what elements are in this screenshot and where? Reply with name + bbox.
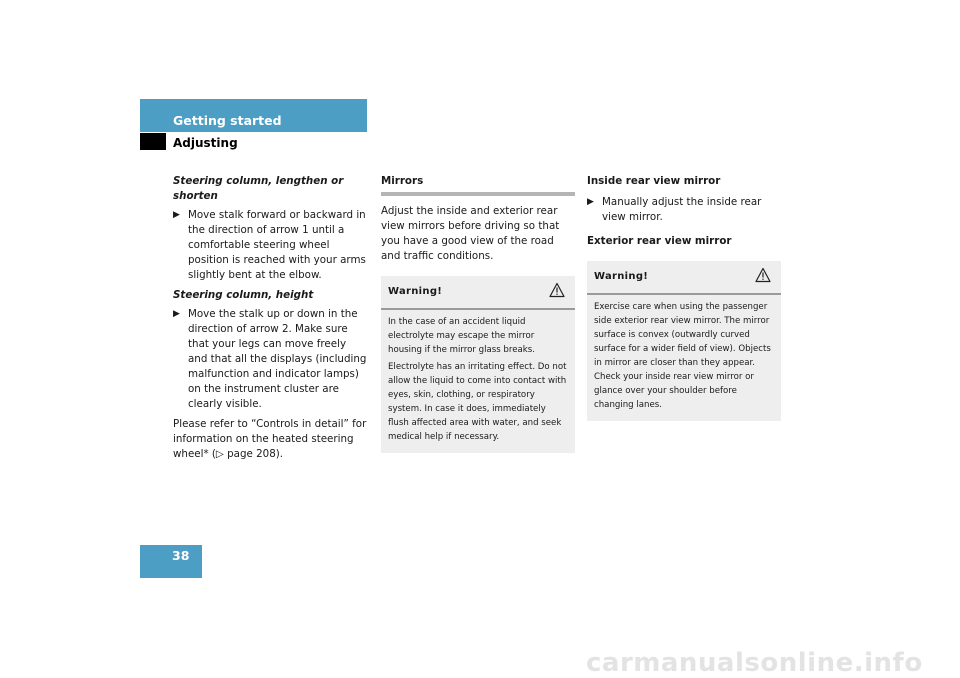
warning-box xyxy=(381,276,575,453)
chapter-title: Getting started xyxy=(173,113,282,128)
warning-header xyxy=(587,261,781,295)
instruction-item xyxy=(587,195,781,225)
warning-box xyxy=(587,261,781,421)
warning-label: Warning! xyxy=(388,286,443,297)
page-number: 38 xyxy=(172,548,190,563)
watermark: carmanualsonline.info xyxy=(586,648,923,678)
page-number-box xyxy=(140,545,202,578)
steering-length-heading: Steering column, lengthen or shorten xyxy=(173,175,344,202)
instruction-text: Manually adjust the inside rear view mirror. xyxy=(602,196,762,223)
warning-triangle-icon xyxy=(549,282,565,298)
instruction-item xyxy=(173,307,368,412)
bullet-arrow-icon: ▶ xyxy=(587,197,594,207)
warning-header xyxy=(381,276,575,310)
column-rear-view xyxy=(587,174,781,421)
mirrors-heading: Mirrors xyxy=(381,174,575,196)
instruction-text: Move the stalk up or down in the direction of arrow 2. Make sure that your legs can move freely and that all the displays (including malfunction and indicator lamps) on the instrument cluster are clearly visible. xyxy=(188,308,367,410)
warning-triangle-icon xyxy=(755,267,771,283)
mirrors-paragraph: Adjust the inside and exterior rear view mirrors before driving so that you have a good view of the road and traffic conditions. xyxy=(381,205,560,262)
exterior-mirror-heading: Exterior rear view mirror xyxy=(587,235,732,247)
bullet-arrow-icon: ▶ xyxy=(173,309,180,319)
steering-height-heading: Steering column, height xyxy=(173,289,314,301)
inside-mirror-heading: Inside rear view mirror xyxy=(587,175,721,187)
section-title: Adjusting xyxy=(173,136,238,150)
warning-label: Warning! xyxy=(594,271,649,282)
section-marker xyxy=(140,133,166,150)
warning-body xyxy=(587,295,781,421)
instruction-item xyxy=(173,208,368,283)
warning-text: Exercise care when using the passenger side exterior rear view mirror. The mirror surface is convex (outwardly curved surface for a wider field of view). Objects in mirror are closer than they appear. Check your inside rear view mirror or glance over your shoulder before changing lanes. xyxy=(594,302,771,410)
instruction-text: Move stalk forward or backward in the direction of arrow 1 until a comfortable steering wheel position is reached with your arms slightly bent at the elbow. xyxy=(188,209,366,281)
warning-body xyxy=(381,310,575,453)
column-mirrors xyxy=(381,174,575,453)
bullet-arrow-icon: ▶ xyxy=(173,210,180,220)
warning-text: In the case of an accident liquid electrolyte may escape the mirror housing if the mirror glass breaks. xyxy=(388,317,535,355)
reference-paragraph: Please refer to “Controls in detail” for information on the heated steering wheel* (▷ page 208). xyxy=(173,418,367,460)
column-steering xyxy=(173,174,368,467)
warning-text: Electrolyte has an irritating effect. Do not allow the liquid to come into contact with eyes, skin, clothing, or respiratory system. In case it does, immediately flush affected area with water, and seek medical help if necessary. xyxy=(388,362,567,442)
